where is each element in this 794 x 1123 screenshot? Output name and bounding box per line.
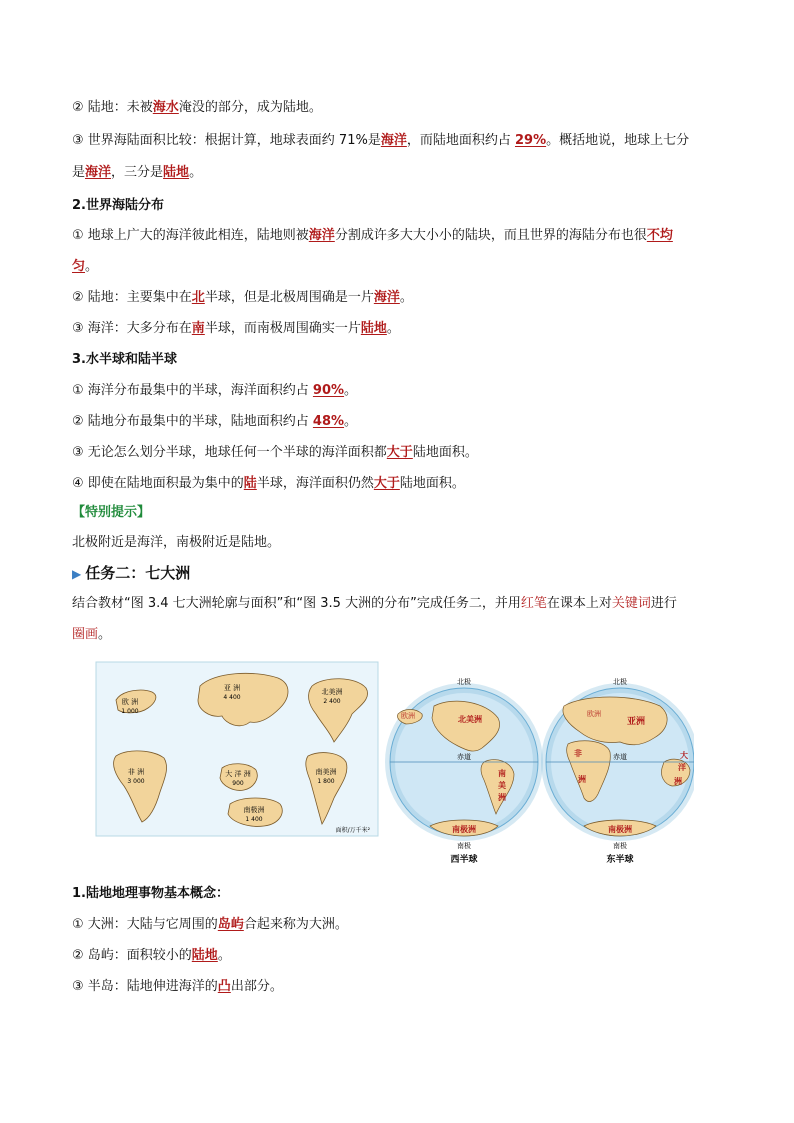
line-land-north: ② 陆地：主要集中在北半球，但是北极周围确是一片海洋。 xyxy=(72,290,413,305)
keyword: 北 xyxy=(191,290,205,305)
north-pole-label: 北极 xyxy=(613,678,627,686)
line-water-hemisphere: ① 海洋分布最集中的半球，海洋面积约占 90%。 xyxy=(72,383,358,398)
keyword: 海洋 xyxy=(85,165,112,180)
keyword: 岛屿 xyxy=(217,917,244,932)
continent-label: 洲 xyxy=(578,775,586,784)
continent-area: 1 000 xyxy=(121,708,139,715)
keyword: 29% xyxy=(514,133,547,148)
continent-label: 北美洲 xyxy=(458,715,482,724)
line-distribution-1b: 匀。 xyxy=(72,259,99,274)
continent-label: 洋 xyxy=(678,763,686,772)
continent-label: 南极洲 xyxy=(243,806,265,814)
line-land-hemisphere: ② 陆地分布最集中的半球，陆地面积约占 48%。 xyxy=(72,414,358,429)
line-any-hemisphere: ③ 无论怎么划分半球，地球任何一个半球的海洋面积都大于陆地面积。 xyxy=(72,445,478,460)
continent-label: 南极洲 xyxy=(608,825,632,834)
section-heading-concepts: 1.陆地地理事物基本概念： xyxy=(72,886,229,901)
continent-label: 亚 洲 xyxy=(223,684,241,692)
continent-label: 洲 xyxy=(498,793,506,802)
line-continent-def: ① 大洲：大陆与它周围的岛屿合起来称为大洲。 xyxy=(72,917,348,932)
special-hint-text: 北极附近是海洋，南极附近是陆地。 xyxy=(72,535,281,550)
continent-area: 1 400 xyxy=(245,816,263,823)
keyword: 大于 xyxy=(373,476,400,491)
task-intro-line-2: 圈画。 xyxy=(72,627,112,642)
keyword: 陆地 xyxy=(163,165,190,180)
line-island-def: ② 岛屿：面积较小的陆地。 xyxy=(72,948,231,963)
continent-label: 欧 洲 xyxy=(121,698,139,706)
line-land-def: ② 陆地：未被海水淹没的部分，成为陆地。 xyxy=(72,100,322,115)
south-pole-label: 南极 xyxy=(613,842,627,850)
line-land-hemisphere-ocean: ④ 即使在陆地面积最为集中的陆半球，海洋面积仍然大于陆地面积。 xyxy=(72,476,465,491)
keyword: 匀 xyxy=(72,259,86,274)
keyword: 陆地 xyxy=(360,321,387,336)
keyword: 南 xyxy=(191,321,205,336)
keyword: 陆地 xyxy=(191,948,218,963)
line-distribution-1: ① 地球上广大的海洋彼此相连，陆地则被海洋分割成许多大大小小的陆块，而且世界的海陆分布也很不均 xyxy=(72,228,673,243)
continent-area: 1 800 xyxy=(317,778,335,785)
continent-area: 4 400 xyxy=(223,694,241,701)
north-pole-label: 北极 xyxy=(457,678,471,686)
section-heading-hemispheres: 3.水半球和陆半球 xyxy=(72,352,177,367)
continent-area: 900 xyxy=(232,780,244,787)
triangle-bullet-icon: ▶ xyxy=(72,567,82,581)
continent-label: 欧洲 xyxy=(587,710,601,718)
keyword: 海洋 xyxy=(380,133,407,148)
continent-label: 南美洲 xyxy=(315,768,337,776)
continent-label: 北美洲 xyxy=(321,688,343,696)
continent-label: 南极洲 xyxy=(452,825,476,834)
continent-area: 2 400 xyxy=(323,698,341,705)
keyword: 陆 xyxy=(243,476,257,491)
area-unit-label: 面积/万千米² xyxy=(335,827,370,834)
continent-area: 3 000 xyxy=(127,778,145,785)
continent-label: 大 洋 洲 xyxy=(225,770,251,778)
line-area-compare-2: 是海洋，三分是陆地。 xyxy=(72,165,203,180)
task-two-title: ▶ 任务二：七大洲 xyxy=(72,564,191,582)
continent-label: 欧洲 xyxy=(401,712,415,720)
keyword: 不均 xyxy=(646,228,673,243)
special-hint-title: 【特别提示】 xyxy=(72,505,151,520)
continent-label: 美 xyxy=(498,781,506,790)
keyword: 48% xyxy=(312,414,345,429)
keyword: 海洋 xyxy=(308,228,335,243)
continent-label: 洲 xyxy=(674,777,682,786)
western-hemisphere-globe xyxy=(390,677,538,865)
task-intro-line-1: 结合教材“图 3.4 七大洲轮廓与面积”和“图 3.5 大洲的分布”完成任务二，并用红笔在课本上对关键词进行 xyxy=(72,596,677,611)
south-pole-label: 南极 xyxy=(457,842,471,850)
keyword: 90% xyxy=(312,383,345,398)
equator-label: 赤道 xyxy=(613,753,627,761)
continent-label: 亚洲 xyxy=(626,717,646,727)
keyword: 海洋 xyxy=(373,290,400,305)
continent-label: 非 洲 xyxy=(127,768,145,776)
continents-figure xyxy=(94,658,694,870)
western-hemisphere-caption: 西半球 xyxy=(450,855,478,865)
continent-label: 大 xyxy=(680,751,688,760)
keyword: 海水 xyxy=(152,100,179,115)
line-area-compare: ③ 世界海陆面积比较：根据计算，地球表面约 71%是海洋，而陆地面积约占 29%。概括地说，地球上七分 xyxy=(72,133,690,148)
eastern-hemisphere-caption: 东半球 xyxy=(606,855,634,865)
keyword: 大于 xyxy=(386,445,413,460)
continent-label: 非 xyxy=(574,749,582,758)
section-heading-distribution: 2.世界海陆分布 xyxy=(72,198,164,213)
keyword: 凸 xyxy=(217,979,231,994)
equator-label: 赤道 xyxy=(457,753,471,761)
continent-outline-map xyxy=(96,662,378,836)
line-ocean-south: ③ 海洋：大多分布在南半球，而南极周围确实一片陆地。 xyxy=(72,321,400,336)
eastern-hemisphere-globe xyxy=(546,677,694,865)
continent-label: 南 xyxy=(498,769,506,778)
line-peninsula-def: ③ 半岛：陆地伸进海洋的凸出部分。 xyxy=(72,979,283,994)
